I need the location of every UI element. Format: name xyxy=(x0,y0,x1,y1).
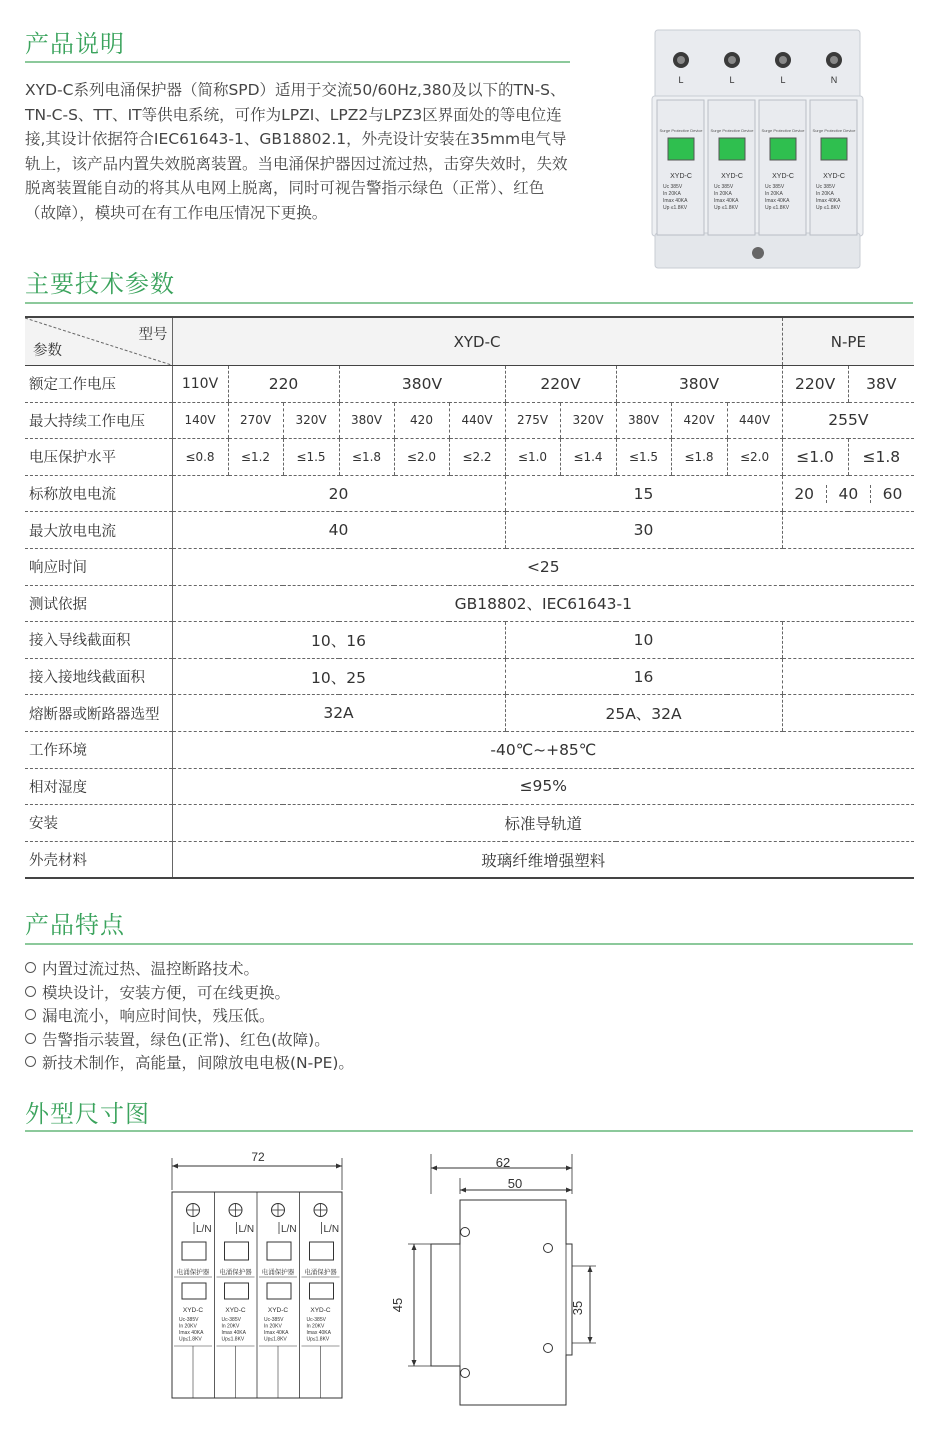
table-cell: 440V xyxy=(727,402,782,439)
table-cell: <25 xyxy=(172,548,914,585)
status-window xyxy=(310,1283,334,1299)
table-cell: -40℃~+85℃ xyxy=(172,731,914,768)
header-param-label: 参数 xyxy=(33,343,62,359)
side-height-label: 45 xyxy=(390,1297,405,1313)
table-row xyxy=(25,475,914,512)
npe-current-3: 60 xyxy=(882,484,903,503)
feature-text: 告警指示装置，绿色(正常)、红色(故障)。 xyxy=(42,1030,330,1049)
table-row xyxy=(25,841,914,878)
section-divider-dims xyxy=(25,1130,913,1132)
terminal-label: L xyxy=(729,75,735,85)
table-row xyxy=(25,439,914,476)
spec-table xyxy=(25,316,914,879)
section-title-features: 产品特点 xyxy=(25,911,125,939)
table-cell: GB18802、IEC61643-1 xyxy=(172,585,914,622)
list-item xyxy=(25,1005,354,1029)
module-spec-text: Imax 40KA xyxy=(306,1330,331,1336)
table-cell: 255V xyxy=(782,402,914,439)
npe-current-2: 40 xyxy=(826,485,871,503)
row-label: 工作环境 xyxy=(25,731,172,768)
table-cell-npe-currents xyxy=(782,475,914,512)
table-row xyxy=(25,366,914,403)
row-label: 标称放电电流 xyxy=(25,475,172,512)
circle-bullet-icon xyxy=(25,1056,36,1067)
table-cell: ≤1.4 xyxy=(560,439,616,476)
table-cell: 32A xyxy=(172,695,505,732)
terminal-label: L xyxy=(780,75,786,85)
section-divider-intro xyxy=(25,61,570,63)
module-spec-text: Up≤1.8KV xyxy=(179,1336,202,1343)
row-label: 接入导线截面积 xyxy=(25,622,172,659)
table-cell: ≤1.5 xyxy=(283,439,339,476)
table-row xyxy=(25,585,914,622)
indicator-window xyxy=(182,1242,206,1260)
module-spec-text: In 20KV xyxy=(306,1323,325,1330)
module-model-text: XYD-C xyxy=(823,173,845,180)
table-row xyxy=(25,658,914,695)
features-list xyxy=(25,958,354,1076)
status-window xyxy=(225,1283,249,1299)
table-cell: 玻璃纤维增强塑料 xyxy=(172,841,914,878)
row-label: 相对湿度 xyxy=(25,768,172,805)
module-spec-text: Uc-385V xyxy=(179,1317,199,1323)
table-row xyxy=(25,622,914,659)
list-item xyxy=(25,982,354,1006)
table-cell: ≤1.0 xyxy=(782,439,848,476)
side-outer-width-label: 62 xyxy=(495,1155,511,1170)
npe-current-1: 20 xyxy=(794,484,815,503)
module-body xyxy=(759,100,806,235)
table-cell: 380V xyxy=(339,402,394,439)
module-spec-text: In 20KV xyxy=(179,1323,197,1330)
module-body xyxy=(657,100,704,235)
table-row xyxy=(25,768,914,805)
table-cell: 标准导轨道 xyxy=(172,805,914,842)
module-header-text: Surge Protective Device xyxy=(710,128,754,133)
header-corner-cell xyxy=(25,317,172,366)
row-label: 测试依据 xyxy=(25,585,172,622)
table-row xyxy=(25,805,914,842)
table-cell: 320V xyxy=(560,402,616,439)
table-cell-empty xyxy=(782,695,914,732)
module-spec-text: In 20KA xyxy=(765,191,783,197)
side-rail-label: 35 xyxy=(570,1300,585,1316)
module-spec-text: Up ≤1.8KV xyxy=(663,205,688,211)
table-row xyxy=(25,695,914,732)
terminal-label: N xyxy=(830,75,838,85)
table-cell: ≤2.0 xyxy=(727,439,782,476)
table-cell-empty xyxy=(782,658,914,695)
table-cell: 440V xyxy=(449,402,505,439)
module-spec-text: In 20KA xyxy=(816,191,834,197)
module-model-text: XYD-C xyxy=(772,173,794,180)
terminal-label: L/N xyxy=(196,1224,212,1235)
table-cell: ≤1.0 xyxy=(505,439,560,476)
module-name-text: 电涌保护器 xyxy=(176,1269,210,1276)
feature-text: 内置过流过热、温控断路技术。 xyxy=(42,960,260,978)
ground-screw-icon xyxy=(752,247,764,259)
terminal-screw-center-icon xyxy=(728,56,736,64)
module-spec-text: Up≤1.8KV xyxy=(264,1336,287,1343)
section-divider-features xyxy=(25,943,913,945)
row-label: 熔断器或断路器选型 xyxy=(25,695,172,732)
table-row xyxy=(25,512,914,549)
table-cell-empty xyxy=(782,622,914,659)
status-window xyxy=(267,1283,291,1299)
module-header-text: Surge Protective Device xyxy=(812,128,856,133)
module-spec-text: Uc-385V xyxy=(221,1317,241,1323)
module-spec-text: Uc-385V xyxy=(264,1317,284,1323)
row-label: 外壳材料 xyxy=(25,841,172,878)
module-spec-text: Uc 385V xyxy=(663,184,683,190)
table-cell: 380V xyxy=(616,366,782,403)
table-cell: 30 xyxy=(505,512,782,549)
module-spec-text: Uc 385V xyxy=(714,184,734,190)
table-cell: ≤1.8 xyxy=(339,439,394,476)
table-cell: 320V xyxy=(283,402,339,439)
table-cell: 110V xyxy=(172,366,228,403)
module-spec-text: Uc 385V xyxy=(765,184,785,190)
table-cell: ≤0.8 xyxy=(172,439,228,476)
module-model-text: XYD-C xyxy=(310,1307,331,1314)
module-spec-text: Imax 40KA xyxy=(816,198,841,204)
table-cell: 10、16 xyxy=(172,622,505,659)
row-label: 最大持续工作电压 xyxy=(25,402,172,439)
table-cell: ≤95% xyxy=(172,768,914,805)
module-spec-text: Imax 40KA xyxy=(221,1330,246,1336)
status-window xyxy=(182,1283,206,1299)
section-divider-params xyxy=(25,302,913,304)
intro-paragraph: XYD-C系列电涌保护器（简称SPD）适用于交流50/60Hz,380及以下的TN-S、TN-C-S、TT、IT等供电系统，可作为LPZI、LPZ2与LPZ3区界面处的等电位连接,其设计依据符合IEC61643-1、GB18802.1，外壳设计安装在35mm电气导轨上，该产品内置失效脱离装置。当电涌保护器因过流过热，击穿失效时，失效脱离装置能自动的将其从电网上脱离，同时可视告警指示绿色（正常）、红色（故障），模块可在有工作电压情况下更换。 xyxy=(25,81,568,222)
table-cell: 380V xyxy=(616,402,671,439)
row-label: 接入接地线截面积 xyxy=(25,658,172,695)
table-cell: 38V xyxy=(848,366,914,403)
list-item xyxy=(25,1029,354,1053)
table-cell: 220V xyxy=(505,366,616,403)
status-indicator xyxy=(770,138,796,160)
side-view-drawing xyxy=(388,1150,608,1415)
table-cell-empty xyxy=(782,512,914,549)
table-cell: 420V xyxy=(671,402,727,439)
table-cell: 275V xyxy=(505,402,560,439)
table-cell: 380V xyxy=(339,366,505,403)
circle-bullet-icon xyxy=(25,1033,36,1044)
indicator-window xyxy=(267,1242,291,1260)
module-spec-text: In 20KV xyxy=(221,1323,240,1330)
indicator-window xyxy=(310,1242,334,1260)
module-body xyxy=(708,100,755,235)
module-header-text: Surge Protective Device xyxy=(761,128,805,133)
terminal-label: L/N xyxy=(281,1224,297,1235)
section-title-intro: 产品说明 xyxy=(25,30,125,58)
module-model-text: XYD-C xyxy=(225,1307,246,1314)
table-cell: ≤1.8 xyxy=(671,439,727,476)
module-spec-text: Imax 40KA xyxy=(264,1330,289,1336)
circle-bullet-icon xyxy=(25,962,36,973)
terminal-screw-center-icon xyxy=(779,56,787,64)
feature-text: 新技术制作，高能量，间隙放电电极(N-PE)。 xyxy=(42,1054,354,1073)
module-spec-text: Uc 385V xyxy=(816,184,836,190)
module-spec-text: Up≤1.8KV xyxy=(221,1336,245,1343)
table-cell: ≤2.0 xyxy=(394,439,449,476)
table-row xyxy=(25,548,914,585)
header-npe: N-PE xyxy=(782,317,914,366)
terminal-screw-center-icon xyxy=(830,56,838,64)
module-model-text: XYD-C xyxy=(670,173,692,180)
section-title-dims: 外型尺寸图 xyxy=(25,1100,150,1128)
table-cell: 220 xyxy=(228,366,339,403)
table-cell: 16 xyxy=(505,658,782,695)
front-width-label: 72 xyxy=(251,1150,265,1164)
module-spec-text: Up ≤1.8KV xyxy=(816,205,841,211)
list-item xyxy=(25,1052,354,1076)
circle-bullet-icon xyxy=(25,1009,36,1020)
header-model: XYD-C xyxy=(172,317,782,366)
side-inner-width-label: 50 xyxy=(507,1176,523,1191)
terminal-label: L/N xyxy=(323,1224,340,1235)
header-model-label: 型号 xyxy=(138,327,168,343)
module-spec-text: In 20KV xyxy=(264,1323,282,1330)
module-header-text: Surge Protective Device xyxy=(659,128,703,133)
table-row xyxy=(25,402,914,439)
table-row xyxy=(25,731,914,768)
module-spec-text: Imax 40KA xyxy=(663,198,688,204)
table-cell: 270V xyxy=(228,402,283,439)
row-label: 电压保护水平 xyxy=(25,439,172,476)
module-model-text: XYD-C xyxy=(721,173,743,180)
table-cell: 15 xyxy=(505,475,782,512)
module-spec-text: Up≤1.8KV xyxy=(306,1336,330,1343)
section-title-params: 主要技术参数 xyxy=(25,270,175,298)
table-cell: 220V xyxy=(782,366,848,403)
table-cell: ≤2.2 xyxy=(449,439,505,476)
status-indicator xyxy=(668,138,694,160)
row-label: 最大放电电流 xyxy=(25,512,172,549)
module-spec-text: Up ≤1.8KV xyxy=(765,205,790,211)
table-cell: 20 xyxy=(172,475,505,512)
table-cell: 25A、32A xyxy=(505,695,782,732)
module-spec-text: Imax 40KA xyxy=(714,198,739,204)
module-spec-text: Imax 40KA xyxy=(179,1330,204,1336)
product-photo xyxy=(650,28,865,273)
terminal-label: L xyxy=(678,75,684,85)
module-model-text: XYD-C xyxy=(182,1307,204,1314)
table-cell: 10、25 xyxy=(172,658,505,695)
row-label: 安装 xyxy=(25,805,172,842)
table-cell: 40 xyxy=(172,512,505,549)
module-spec-text: Uc-385V xyxy=(306,1317,326,1323)
module-spec-text: Imax 40KA xyxy=(765,198,790,204)
list-item xyxy=(25,958,354,982)
terminal-screw-center-icon xyxy=(677,56,685,64)
front-view-drawing xyxy=(168,1150,348,1405)
table-cell: ≤1.8 xyxy=(848,439,914,476)
module-name-text: 电涌保护器 xyxy=(304,1269,337,1276)
module-body xyxy=(810,100,857,235)
status-indicator xyxy=(719,138,745,160)
module-name-text: 电涌保护器 xyxy=(219,1269,252,1276)
table-header-row xyxy=(25,317,914,366)
feature-text: 模块设计，安装方便，可在线更换。 xyxy=(42,983,291,1002)
indicator-window xyxy=(225,1242,249,1260)
module-spec-text: In 20KA xyxy=(663,191,681,197)
table-cell: ≤1.5 xyxy=(616,439,671,476)
module-model-text: XYD-C xyxy=(267,1307,289,1314)
terminal-label: L/N xyxy=(238,1224,255,1235)
table-cell: ≤1.2 xyxy=(228,439,283,476)
circle-bullet-icon xyxy=(25,986,36,997)
table-cell: 140V xyxy=(172,402,228,439)
module-spec-text: In 20KA xyxy=(714,191,732,197)
module-spec-text: Up ≤1.8KV xyxy=(714,205,739,211)
table-cell: 10 xyxy=(505,622,782,659)
row-label: 额定工作电压 xyxy=(25,366,172,403)
row-label: 响应时间 xyxy=(25,548,172,585)
table-cell: 420 xyxy=(394,402,449,439)
module-name-text: 电涌保护器 xyxy=(261,1269,295,1276)
status-indicator xyxy=(821,138,847,160)
feature-text: 漏电流小，响应时间快，残压低。 xyxy=(42,1007,275,1026)
